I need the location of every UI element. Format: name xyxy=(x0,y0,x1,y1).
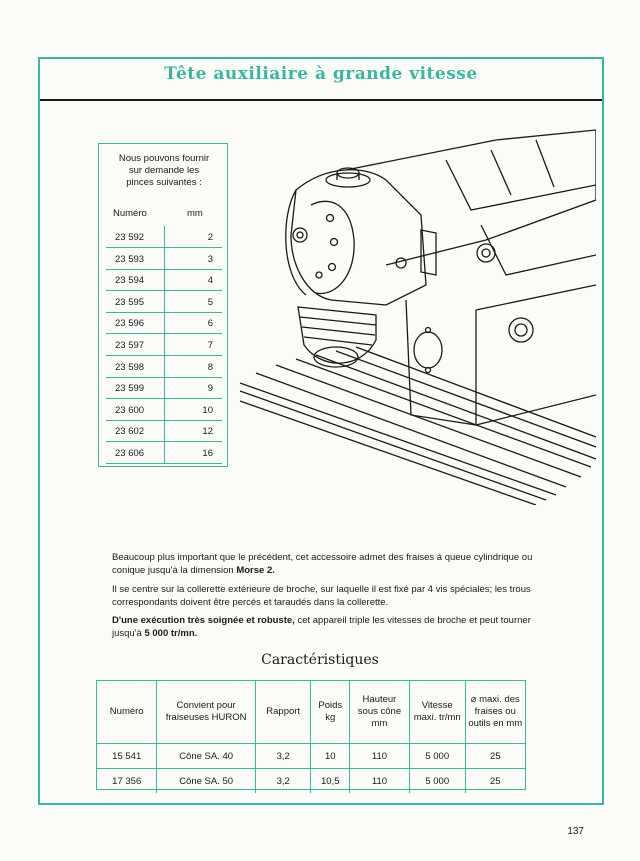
pinces-row xyxy=(106,377,222,399)
column-divider xyxy=(164,291,165,313)
paragraph-3 xyxy=(112,614,542,640)
pinces-row xyxy=(106,291,222,313)
page-number: 137 xyxy=(567,826,584,837)
paragraph-3-text: cet appareil triple les vitesses de broche et peut tourner jusqu'à xyxy=(112,615,531,639)
specs-header-cell: Convient pour fraiseuses HURON xyxy=(157,681,255,744)
pinces-row xyxy=(106,312,222,334)
pinces-numero: 23 593 xyxy=(115,253,145,265)
pinces-mm: 12 xyxy=(202,426,213,438)
specs-cell: 15 541 xyxy=(97,744,157,769)
pinces-numero: 23 600 xyxy=(115,404,145,416)
column-divider xyxy=(164,442,165,464)
pinces-intro-line: Nous pouvons fournir xyxy=(118,153,210,164)
specs-cell: 110 xyxy=(350,744,410,769)
specs-cell: 110 xyxy=(350,769,410,794)
paragraph-2: Il se centre sur la collerette extérieure de broche, sur laquelle il est fixé par 4 vis spéciales; les trous correspondants doivent être percés et taraudés dans la collerette. xyxy=(112,584,531,608)
pinces-row xyxy=(106,399,222,421)
pinces-row xyxy=(106,248,222,270)
specs-cell: 3,2 xyxy=(255,769,311,794)
pinces-numero: 23 595 xyxy=(115,296,145,308)
specs-cell: 3,2 xyxy=(255,744,311,769)
specs-header-cell: Vitesse maxi. tr/mn xyxy=(409,681,465,744)
pinces-mm: 6 xyxy=(207,318,213,330)
specs-cell: 25 xyxy=(465,769,525,794)
paragraph-3-bold: D'une exécution très soignée et robuste, xyxy=(112,615,295,626)
paragraph-1 xyxy=(112,551,542,577)
specs-row xyxy=(97,769,525,794)
column-divider xyxy=(164,312,165,334)
pinces-numero: 23 592 xyxy=(115,232,145,243)
column-divider xyxy=(164,226,165,248)
specs-title: Caractéristiques xyxy=(261,652,379,668)
row-divider xyxy=(106,463,222,464)
title-rule xyxy=(40,99,602,101)
specs-cell: 25 xyxy=(465,744,525,769)
specs-cell: 5 000 xyxy=(409,769,465,794)
pinces-intro-line: pinces suivantes : xyxy=(126,177,202,188)
column-divider xyxy=(164,399,165,421)
pinces-mm: 7 xyxy=(207,340,213,351)
specs-table xyxy=(96,680,526,790)
specs-cell: 10 xyxy=(311,744,350,769)
pinces-mm: 5 xyxy=(207,296,213,308)
column-divider xyxy=(164,377,165,399)
pinces-intro-line: sur demande les xyxy=(128,165,200,176)
column-divider xyxy=(164,248,165,270)
specs-header-cell: Hauteur sous cône mm xyxy=(350,681,410,744)
pinces-mm: 2 xyxy=(207,232,213,243)
pinces-numero: 23 597 xyxy=(115,340,145,351)
specs-header-cell: ⌀ maxi. des fraises ou outils en mm xyxy=(465,681,525,744)
specs-header-cell: Numéro xyxy=(97,681,157,744)
specs-header-cell: Poids kg xyxy=(311,681,350,744)
pinces-mm: 9 xyxy=(207,383,213,395)
pinces-row xyxy=(106,420,222,442)
specs-cell: 10,5 xyxy=(311,769,350,794)
specs-cell: Cône SA. 40 xyxy=(157,744,255,769)
pinces-numero: 23 602 xyxy=(115,426,145,438)
pinces-numero: 23 606 xyxy=(115,448,145,459)
pinces-table xyxy=(98,143,228,467)
pinces-numero: 23 599 xyxy=(115,383,145,395)
pinces-numero: 23 596 xyxy=(115,318,145,330)
column-divider xyxy=(164,334,165,356)
column-divider xyxy=(164,269,165,291)
pinces-header-mm: mm xyxy=(187,208,203,219)
pinces-row xyxy=(106,356,222,378)
paragraph-3-bold-speed: 5 000 tr/mn. xyxy=(144,628,198,639)
pinces-intro xyxy=(99,153,229,189)
page-title: Tête auxiliaire à grande vitesse xyxy=(164,64,478,84)
column-divider xyxy=(164,356,165,378)
specs-cell: 17 356 xyxy=(112,775,142,787)
column-divider xyxy=(164,420,165,442)
pinces-header-numero: Numéro xyxy=(113,208,147,219)
pinces-row xyxy=(106,334,222,356)
pinces-mm: 4 xyxy=(207,275,213,287)
pinces-numero: 23 594 xyxy=(115,275,145,287)
pinces-mm: 10 xyxy=(202,404,213,416)
specs-row xyxy=(97,744,525,769)
specs-cell: 5 000 xyxy=(409,744,465,769)
pinces-mm: 8 xyxy=(207,361,213,373)
milling-head-illustration xyxy=(236,125,596,505)
pinces-numero: 23 598 xyxy=(115,361,145,373)
paragraph-1-text: Beaucoup plus important que le précédent, cet accessoire admet des fraises à queue cylindrique ou conique jusqu'à la dimension xyxy=(112,552,533,576)
pinces-mm: 16 xyxy=(202,448,213,459)
pinces-row xyxy=(106,269,222,291)
pinces-mm: 3 xyxy=(207,253,213,265)
specs-cell: Cône SA. 50 xyxy=(157,769,255,794)
pinces-row xyxy=(106,226,222,248)
pinces-row xyxy=(106,442,222,464)
specs-header-cell: Rapport xyxy=(255,681,311,744)
paragraph-1-bold: Morse 2. xyxy=(236,565,275,576)
